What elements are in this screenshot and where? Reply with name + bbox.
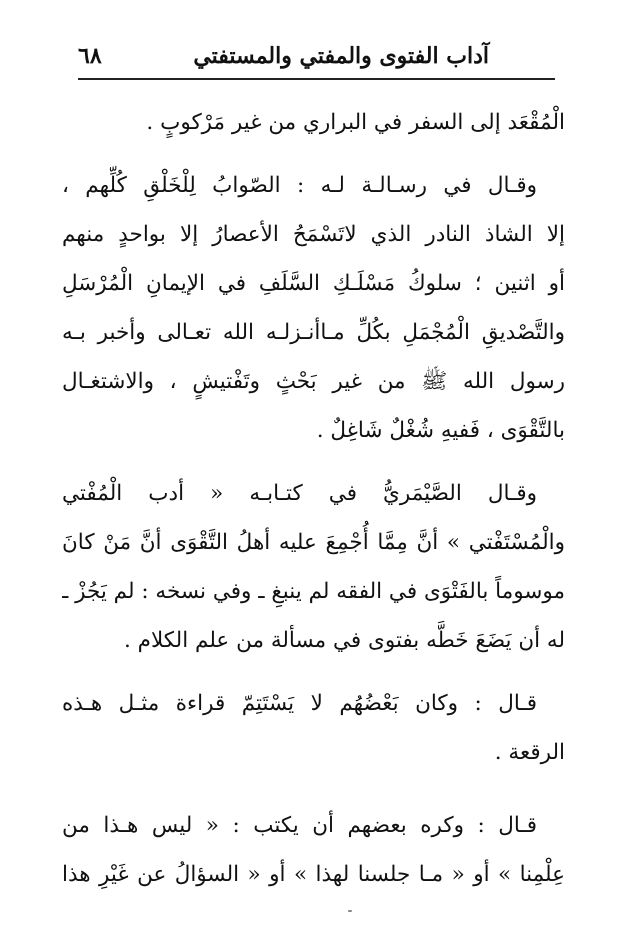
print-speck [348,910,352,912]
text-line: قـال : وكره بعضهم أن يكتب : « ليس هـذا من [62,813,537,838]
text-line: أو اثنين ؛ سلوكُ مَسْلَـكِ السَّلَفِ في الإيمانِ الْمُرْسَلِ [62,271,565,296]
text-line: موسوماً بالفَتْوَى في الفقه لم ينبغِ ـ وفي نسخه : لم يَجُزْ ـ [62,579,565,604]
paragraph-gap [62,455,565,469]
text-line: وقـال في رسـالـة لـه : الصّوابُ لِلْخَلْقِ كُلِّهم ، [62,173,537,198]
body-text [62,98,565,899]
text-line: رسول الله ﷺ من غير بَحْثٍ وتَفْتيشٍ ، والاشتغـال [62,369,565,394]
paragraph [62,98,565,147]
paragraph-gap [62,665,565,679]
text-line: والتَّصْديقِ الْمُجْمَلِ بكُلِّ مـاأنـزلـه الله تعـالى وأخبر بـه [62,320,565,345]
running-header [78,36,553,76]
header-title: آداب الفتوى والمفتي والمستفتي [193,43,489,69]
text-line: عِلْمِنا » أو « مـا جلسنا لهذا » أو « السؤالُ عن غَيْرِ هذا [62,862,565,887]
paragraph [62,161,565,455]
page-number: ٦٨ [78,43,102,69]
paragraph [62,469,565,665]
paragraph [62,801,565,899]
paragraph-gap [62,777,565,801]
text-line: الرقعة . [494,740,565,765]
text-line: الْمُقْعَد إلى السفر في البراري من غير مَرْكوبٍ . [146,110,565,135]
text-line: قـال : وكان بَعْضُهُم لا يَسْتَتِمّ قراءة مثـل هـذه [62,691,537,716]
paragraph [62,679,565,777]
text-line: والْمُسْتَفْتي » أنَّ مِمَّا أُجْمِعَ عليه أهلُ التَّقْوَى أنَّ مَنْ كانَ [62,530,565,555]
text-line: بالتَّقْوَى ، فَفيهِ شُغْلٌ شَاغِلٌ . [316,418,565,443]
header-rule [78,78,555,80]
text-line: إلا الشاذ النادر الذي لاتَسْمَحُ الأعصارُ إلا بواحدٍ منهم [62,222,565,247]
paragraph-gap [62,147,565,161]
text-line: وقـال الصَّيْمَريُّ في كتـابـه « أدب الْمُفْتي [62,481,537,506]
text-line: له أن يَضَعَ خَطَّه بفتوى في مسألة من علم الكلام . [123,628,565,653]
